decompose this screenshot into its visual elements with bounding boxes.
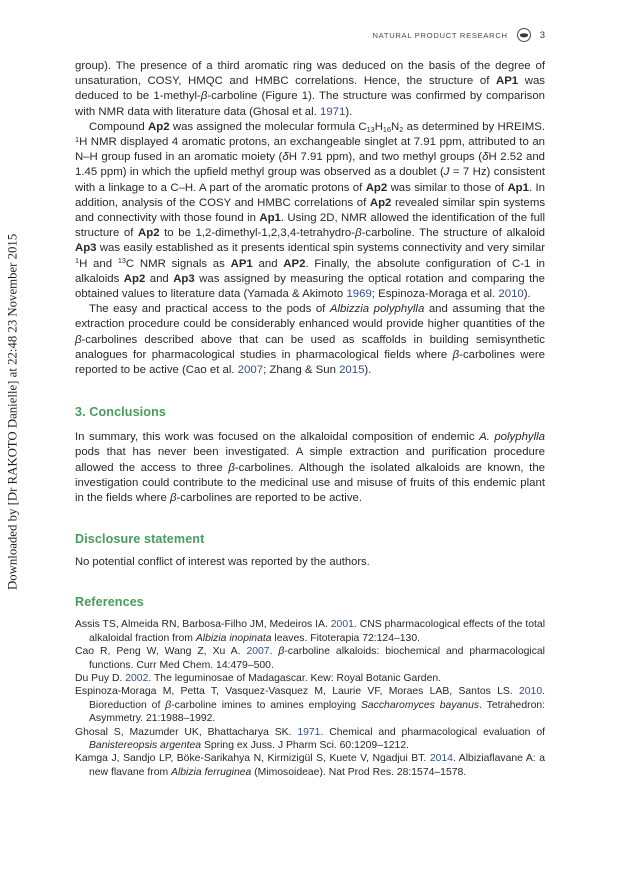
- text-segment: . Finally, the absolute configuration of C-1 in alkaloids: [75, 257, 545, 285]
- text-segment: and: [145, 272, 174, 285]
- text-segment: . Albiziaflavane A: a new flavane from: [89, 753, 545, 778]
- text-segment: β: [200, 90, 208, 103]
- citation-year-link[interactable]: 1969: [346, 288, 372, 301]
- text-segment: Ap2: [365, 181, 388, 194]
- text-segment: -carboline (Figure 1). The structure was confirmed by comparison with NMR data with literature data (Ghosal et al.: [75, 90, 545, 118]
- text-segment: -carboline imines to amines employing: [171, 699, 361, 711]
- text-segment: Ap2: [369, 196, 392, 209]
- text-segment: Ap2: [138, 227, 160, 240]
- text-segment: Cao R, Peng W, Wang Z, Xu A.: [75, 646, 247, 658]
- text-segment: Du Puy D.: [75, 672, 126, 684]
- text-segment: . CNS pharmacological effects of the total alkaloidal fraction from: [89, 619, 545, 644]
- text-segment: 13: [366, 124, 375, 134]
- text-segment: Ap1: [507, 181, 529, 194]
- text-segment: and assuming that the extraction procedure could be considerably enhanced would provide higher quantities of the: [75, 303, 545, 331]
- paragraph: [75, 302, 545, 378]
- text-segment: ).: [345, 105, 353, 118]
- text-segment: -carbolines described above that can be used as scaffolds in building semisynthetic analogues for pharmacological studies in pharmacological fields where: [75, 333, 545, 361]
- text-segment: AP1: [230, 257, 253, 270]
- text-segment: δ: [482, 151, 489, 164]
- text-segment: -carbolines are reported to be active.: [176, 492, 363, 505]
- text-segment: -carboline. The structure of alkaloid: [361, 227, 546, 240]
- conclusions-paragraph: [75, 430, 545, 506]
- citation-year-link[interactable]: 1971: [297, 726, 321, 738]
- text-segment: In summary, this work was focused on the alkaloidal composition of endemic: [75, 431, 480, 444]
- running-header: [75, 28, 545, 42]
- reference-entry: [75, 672, 545, 685]
- text-segment: Ap3: [75, 242, 97, 255]
- text-segment: as determined by HREIMS.: [403, 120, 546, 133]
- reference-entry: [75, 618, 545, 645]
- text-segment: (Mimosoideae). Nat Prod Res. 28:1574–1578.: [251, 766, 467, 778]
- text-segment: Banistereopsis argentea: [89, 739, 202, 751]
- citation-year-link[interactable]: 2010: [518, 686, 543, 698]
- text-segment: Ghosal S, Mazumder UK, Bhattacharya SK.: [75, 726, 298, 738]
- disclosure-heading: Disclosure statement: [75, 532, 205, 547]
- text-segment: and: [252, 257, 284, 270]
- text-segment: β: [169, 492, 177, 505]
- reference-entry: [75, 645, 545, 672]
- text-segment: β: [228, 461, 235, 474]
- text-segment: = 7 Hz) consistent with a linkage to a C–H. A part of the aromatic protons of: [75, 166, 545, 194]
- text-segment: Ap1: [259, 212, 281, 225]
- conclusions-heading: 3. Conclusions: [75, 405, 166, 420]
- text-segment: N: [391, 120, 400, 133]
- citation-year-link[interactable]: 2015: [339, 364, 365, 377]
- citation-year-link[interactable]: 2001: [330, 619, 354, 631]
- text-segment: Compound: [89, 120, 149, 133]
- text-segment: revealed similar spin systems and connectivity with those found in: [75, 196, 546, 225]
- citation-year-link[interactable]: 2007: [246, 646, 270, 658]
- text-segment: Spring ex Juss. J Pharm Sci. 60:1209–1212.: [201, 739, 409, 751]
- text-segment: β: [355, 227, 362, 240]
- text-segment: 1: [75, 256, 80, 266]
- text-segment: Assis TS, Almeida RN, Barbosa-Filho JM, Medeiros IA.: [75, 619, 331, 631]
- text-segment: group). The presence of a third aromatic ring was deduced on the basis of the degree of unsaturation, COSY, HMQC and HMBC correlations. Hence, the structure of: [75, 60, 545, 88]
- text-segment: -carbolines were reported to be active (Cao et al.: [75, 348, 545, 377]
- text-segment: . Chemical and pharmacological evaluation of: [320, 726, 545, 738]
- text-segment: -carboline alkaloids: biochemical and pharmacological functions. Curr Med Chem. 14:479–500.: [89, 646, 545, 671]
- text-segment: Espinoza-Moraga M, Petta T, Vasquez-Vasquez M, Laurie VF, Moraes LAB, Santos LS.: [75, 686, 519, 698]
- text-segment: . The leguminosae of Madagascar. Kew: Royal Botanic Garden.: [148, 672, 442, 684]
- text-segment: pods that has never been investigated. A simple extraction and purification procedure allowed the access to three: [75, 446, 545, 474]
- text-segment: was similar to those of: [387, 181, 508, 194]
- journal-title: NATURAL PRODUCT RESEARCH: [372, 30, 508, 40]
- paragraph: [75, 120, 545, 302]
- disclosure-text: No potential conflict of interest was reported by the authors.: [75, 556, 370, 569]
- text-segment: ; Espinoza-Moraga et al.: [371, 288, 499, 301]
- text-segment: H 7.91 ppm), and two methyl groups (: [288, 151, 483, 164]
- reference-entry: [75, 752, 545, 779]
- citation-year-link[interactable]: 2010: [498, 288, 524, 301]
- text-segment: Albizia ferruginea: [171, 766, 252, 778]
- download-watermark: Downloaded by [Dr RAKOTO Danielle] at 22:48 23 November 2015: [5, 233, 20, 591]
- text-segment: C NMR signals as: [125, 257, 231, 270]
- text-segment: AP2: [283, 257, 306, 270]
- text-segment: . Bioreduction of: [89, 686, 545, 711]
- citation-year-link[interactable]: 2007: [237, 364, 264, 377]
- text-segment: ; Zhang & Sun: [263, 364, 340, 377]
- text-segment: H: [374, 120, 383, 133]
- text-segment: 2: [399, 124, 404, 134]
- text-segment: 16: [382, 124, 392, 134]
- reference-entry: [75, 685, 545, 725]
- text-segment: Saccharomyces bayanus: [360, 699, 480, 711]
- paragraph: [75, 59, 545, 120]
- text-segment: 13: [117, 256, 126, 266]
- text-segment: ).: [364, 364, 372, 377]
- text-segment: Ap2: [148, 120, 170, 133]
- text-segment: . Using 2D, NMR allowed the identification of the full structure of: [75, 212, 545, 240]
- text-segment: .: [269, 646, 279, 658]
- text-segment: H and: [79, 257, 118, 270]
- text-segment: was assigned the molecular formula C: [169, 120, 367, 133]
- text-segment: . Tetrahedron: Asymmetry. 21:1988–1992.: [89, 699, 546, 725]
- text-segment: A. polyphylla: [479, 431, 545, 444]
- text-segment: β: [452, 348, 460, 361]
- text-segment: J: [443, 166, 450, 179]
- text-segment: The easy and practical access to the pods of: [89, 303, 330, 316]
- text-segment: Ap2: [123, 272, 146, 285]
- text-segment: H NMR displayed 4 aromatic protons, an exchangeable singlet at 7.91 ppm, attributed to an N–H group fused in an aromatic moiety (: [75, 136, 545, 164]
- text-segment: AP1: [495, 75, 519, 88]
- text-segment: was easily established as it presents identical spin systems connectivity and very similar: [96, 242, 545, 255]
- text-segment: was assigned by measuring the optical rotation and comparing the obtained values to literature data (Yamada & Akimoto: [75, 272, 545, 301]
- text-segment: -carbolines. Although the isolated alkaloids are known, the investigation could contribute to the medicinal use and misuse of fruits of this endemic plant in the fields where: [75, 461, 545, 505]
- text-segment: δ: [282, 151, 289, 164]
- text-segment: ).: [523, 288, 531, 301]
- text-segment: Ap3: [173, 272, 195, 285]
- text-segment: Albizzia polyphylla: [329, 303, 425, 316]
- reference-list: [75, 618, 545, 779]
- text-segment: H 2.52 and 1.45 ppm) in which the upfield methyl group was observed as a doublet (: [75, 151, 545, 179]
- text-segment: Kamga J, Sandjo LP, Böke-Sarikahya N, Kirmizigül S, Kuete V, Ngadjui BT.: [75, 753, 430, 765]
- text-segment: . In addition, analysis of the COSY and HMBC correlations of: [75, 181, 545, 209]
- text-segment: β: [75, 333, 82, 346]
- text-segment: Albizia inopinata: [195, 632, 272, 644]
- reference-entry: [75, 726, 545, 753]
- text-segment: to be 1,2-dimethyl-1,2,3,4-tetrahydro-: [159, 227, 356, 240]
- references-heading: References: [75, 595, 144, 610]
- publisher-logo-icon: [517, 28, 531, 42]
- text-segment: β: [165, 699, 172, 711]
- text-segment: leaves. Fitoterapia 72:124–130.: [271, 632, 420, 644]
- text-segment: 1: [75, 134, 80, 144]
- page-number: 3: [539, 29, 545, 41]
- citation-year-link[interactable]: 1971: [320, 105, 346, 118]
- citation-year-link[interactable]: 2014: [429, 753, 453, 765]
- article-body: [75, 59, 545, 779]
- citation-year-link[interactable]: 2002: [125, 672, 149, 684]
- text-segment: β: [278, 646, 285, 658]
- text-segment: was deduced to be 1-methyl-: [75, 75, 545, 103]
